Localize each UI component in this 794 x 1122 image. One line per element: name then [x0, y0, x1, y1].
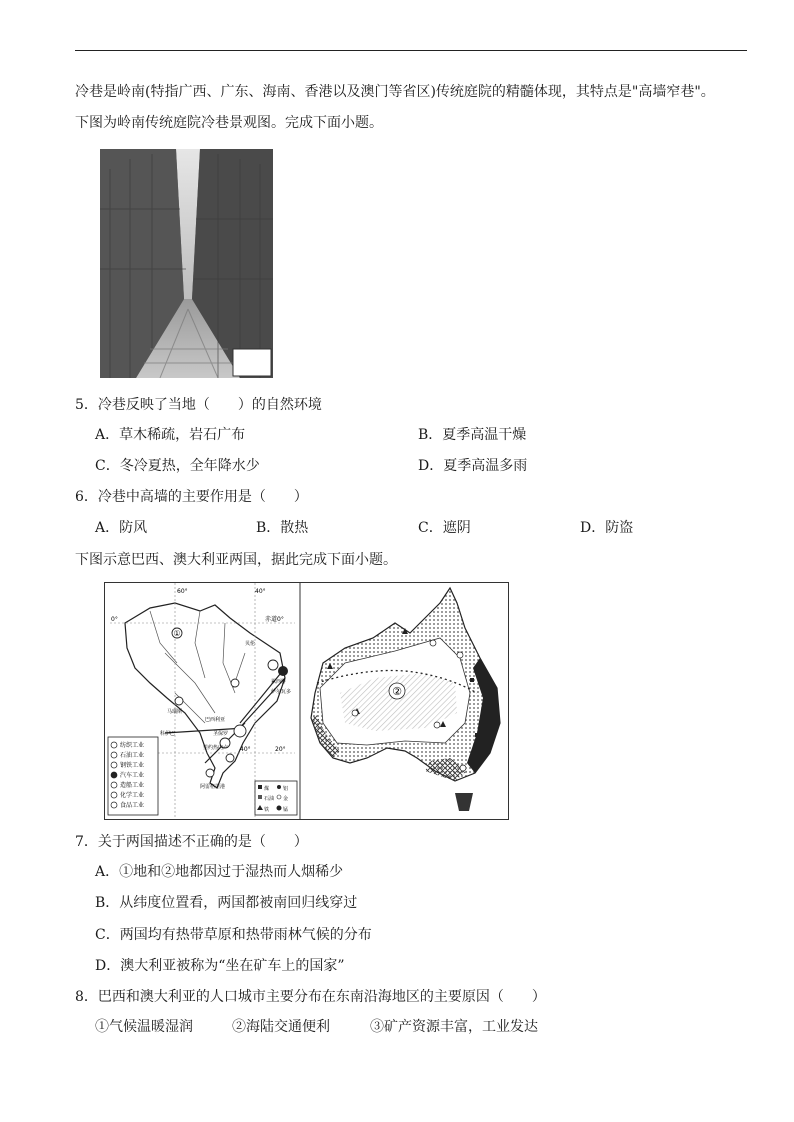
legend-gold: 金: [283, 796, 289, 802]
intro-paragraph-line-1: 冷巷是岭南(特指广西、广东、海南、香港以及澳门等省区)传统庭院的精髓体现，其特点是"高墙窄巷"。: [75, 84, 715, 100]
question-5-option-a[interactable]: A．草木稀疏，岩石广布: [95, 427, 246, 443]
australia-area-marker: ②: [392, 685, 402, 698]
lat-label-60: 60°: [177, 588, 188, 595]
legend-auto: 汽车工业: [120, 772, 145, 779]
question-5-option-b[interactable]: B．夏季高温干燥: [418, 427, 527, 443]
question-6-stem: 6．冷巷中高墙的主要作用是（ ）: [75, 489, 308, 505]
question-7-option-b[interactable]: B．从纬度位置看，两国都被南回归线穿过: [95, 895, 358, 911]
question-5-option-d[interactable]: D．夏季高温多雨: [418, 458, 528, 474]
legend-manganese: 锰: [283, 807, 289, 813]
city-manaus: 马瑙斯: [167, 709, 183, 715]
question-8-stem: 8．巴西和澳大利亚的人口城市主要分布在东南沿海地区的主要原因（ ）: [75, 989, 546, 1005]
header-rule: [75, 50, 747, 51]
mineral-legend: [255, 781, 297, 815]
question-6-option-c[interactable]: C．遮阴: [418, 520, 471, 536]
question-7-stem: 7．关于两国描述不正确的是（ ）: [75, 834, 308, 850]
question-6-option-d[interactable]: D．防盗: [580, 520, 634, 536]
question-5-stem: 5．冷巷反映了当地（ ）的自然环境: [75, 397, 322, 413]
lat-label-20: 20°: [275, 746, 286, 753]
brazil-map: [108, 583, 297, 819]
legend-steel: 钢铁工业: [120, 762, 145, 769]
question-7-option-c[interactable]: C．两国均有热带草原和热带雨林气候的分布: [95, 927, 372, 943]
city-recife: 累西腓: [271, 679, 287, 685]
question-7-option-d[interactable]: D．澳大利亚被称为“坐在矿车上的国家”: [95, 958, 345, 974]
lat-label-equator: 赤道0°: [265, 616, 284, 623]
city-sao-paulo: 圣保罗: [213, 731, 229, 737]
australia-map: [311, 588, 500, 811]
legend-aluminium: 铝: [283, 786, 289, 792]
legend-textile: 纺织工业: [120, 742, 145, 749]
map-intro: 下图示意巴西、澳大利亚两国，据此完成下面小题。: [75, 552, 397, 568]
legend-shipbuilding: 造船工业: [120, 782, 145, 789]
brazil-area-marker: ①: [173, 629, 181, 638]
lat-label-40-bottom: 40°: [240, 746, 251, 753]
city-rio: 里约热内卢: [203, 745, 229, 751]
city-porto-alegre: 阿雷格里港: [200, 784, 226, 790]
legend-food: 食品工业: [120, 802, 145, 809]
brazil-australia-map: [104, 582, 509, 820]
city-brasilia: 巴西利亚: [205, 717, 226, 723]
legend-petroleum: 石油: [264, 796, 275, 802]
city-label-9: 科伊巴: [160, 731, 176, 737]
question-8-choice-3: ③矿产资源丰富，工业发达: [370, 1019, 538, 1035]
lat-label-0: 0°: [111, 616, 118, 623]
question-8-choice-1: ①气候温暖湿润: [95, 1019, 193, 1035]
question-7-option-a[interactable]: A．①地和②地都因过于湿热而人烟稀少: [95, 864, 344, 880]
question-5-option-c[interactable]: C．冬冷夏热，全年降水少: [95, 458, 260, 474]
question-6-option-a[interactable]: A．防风: [95, 520, 148, 536]
lat-label-40-top: 40°: [255, 588, 266, 595]
industry-legend: [108, 737, 158, 815]
legend-oil: 石油工业: [120, 752, 145, 759]
legend-coal: 煤: [264, 786, 270, 792]
question-8-choice-2: ②海陆交通便利: [232, 1019, 330, 1035]
intro-paragraph-line-2: 下图为岭南传统庭院冷巷景观图。完成下面小题。: [75, 115, 383, 131]
cold-lane-photo: [100, 149, 273, 378]
city-salvador: 萨尔瓦多: [271, 689, 292, 695]
legend-iron: 铁: [264, 807, 270, 813]
question-6-option-b[interactable]: B．散热: [256, 520, 309, 536]
legend-chemical: 化学工业: [120, 792, 145, 799]
city-belem: 贝伦: [245, 641, 256, 647]
